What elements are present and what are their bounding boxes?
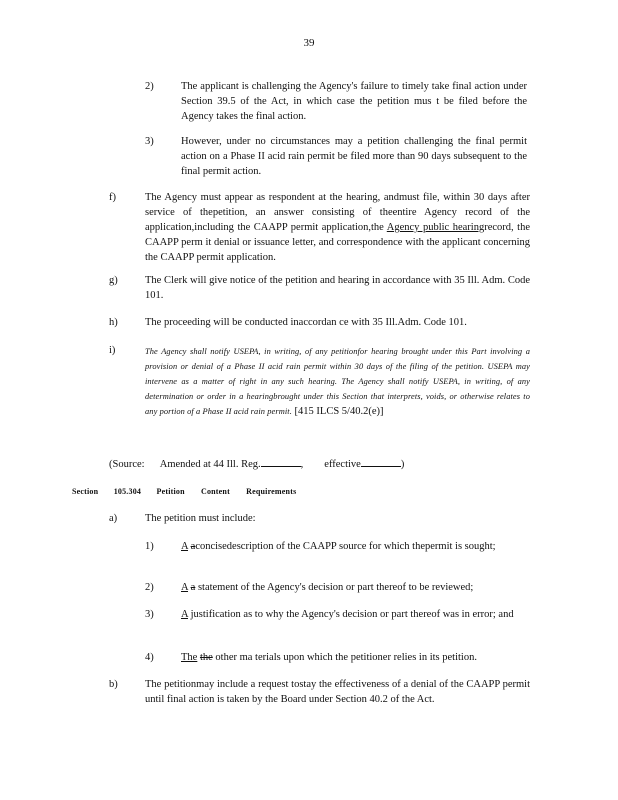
inserted-text: Agency public hearing <box>386 222 485 233</box>
paragraph-text: The proceeding will be conducted inaccordan ce with 35 Ill.Adm. Code 101. <box>145 317 467 328</box>
inserted-text: A <box>181 541 189 552</box>
item-label: g) <box>109 275 118 286</box>
paragraph-text: The petition must include: <box>145 513 256 524</box>
inserted-text: A <box>181 609 189 620</box>
inserted-text: The <box>181 652 198 663</box>
item-label: 2) <box>145 81 154 92</box>
paragraph-text: However, under no circumstances may a petition challenging the final permit action on a Phase II acid rain permit be filed more than 90 days subsequent to the final permit action. <box>181 136 527 177</box>
paragraph-text: The applicant is challenging the Agency's failure to timely take final action under Section 39.5 of the Act, in which case the petition mus t be filed before the Agency takes the final action. <box>181 81 527 122</box>
deleted-text: the <box>199 652 213 663</box>
paragraph-text-part: statement of the Agency's decision or part thereof to be reviewed; <box>197 582 474 593</box>
source-open: (Source: <box>109 459 145 470</box>
paragraph-text-part: other ma terials upon which the petitioner relies in its petition. <box>215 652 477 663</box>
paragraph-text-part: record, the CAAPP perm it denial or issuance letter, and correspondence with the applicant concerning the CAAPP permit application. <box>145 222 531 263</box>
paragraph-text <box>145 190 530 265</box>
item-label: h) <box>109 317 118 328</box>
item-label: 4) <box>145 652 154 663</box>
item-label: 1) <box>145 541 154 552</box>
blank-line <box>361 455 401 467</box>
item-label: 2) <box>145 582 154 593</box>
paragraph-text <box>145 344 530 419</box>
section-heading <box>72 484 296 499</box>
citation: [415 ILCS 5/40.2(e)] <box>294 406 384 417</box>
source-effective: effective <box>324 459 361 470</box>
paragraph-text-part: justification as to why the Agency's decision or part thereof was in error; and <box>190 609 514 620</box>
statutory-italic-text: The Agency shall notify USEPA, in writing, of any petitionfor hearing brought under this Part involving a provision or denial of a Phase II acid rain permit within 30 days of the filing of the petition. USEPA may intervene as a matter of right in any such hearing. The Agency shall notify USEPA, in writing, of any determination or order in a hearingbrought under this Section that interprets, voids, or otherwise relates to any portion of a Phase II acid rain permit. <box>145 347 530 416</box>
section-prefix: Section <box>72 487 99 496</box>
section-number: 105.304 <box>113 487 142 496</box>
paragraph-text-part: concisedescription of the CAAPP source for which thepermit is sought; <box>195 541 496 552</box>
item-label: 3) <box>145 136 154 147</box>
item-label: f) <box>109 192 116 203</box>
item-label: a) <box>109 513 118 524</box>
blank-line <box>261 455 301 467</box>
paragraph-text <box>181 539 527 554</box>
deleted-text: a <box>190 541 196 552</box>
source-close: ) <box>400 459 405 470</box>
source-amended: Amended at 44 Ill. Reg. <box>159 459 261 470</box>
source-note: (Source: Amended at 44 Ill. Reg. , effective ) <box>109 455 529 472</box>
item-label: i) <box>109 345 116 356</box>
paragraph-text: The Clerk will give notice of the petition and hearing in accordance with 35 Ill. Adm. Code 101. <box>145 275 530 301</box>
page-number: 39 <box>303 37 315 49</box>
item-label: 3) <box>145 609 154 620</box>
section-title: Petition Content Requirements <box>156 487 297 496</box>
paragraph-text <box>181 607 527 622</box>
inserted-text: A <box>181 582 189 593</box>
deleted-text: a <box>190 582 196 593</box>
paragraph-text: The petitionmay include a request tostay the effectiveness of a denial of the CAAPP permit until final action is taken by the Board under Section 40.2 of the Act. <box>145 679 530 705</box>
paragraph-text <box>181 580 527 595</box>
paragraph-text-part: The Agency must appear as respondent at the hearing, andmust file, within 30 days after service of thepetition, an answer consisting of theentire Agency record of the application,including the CAAPP permit application,the <box>145 192 530 233</box>
paragraph-text <box>181 650 527 665</box>
item-label: b) <box>109 679 118 690</box>
